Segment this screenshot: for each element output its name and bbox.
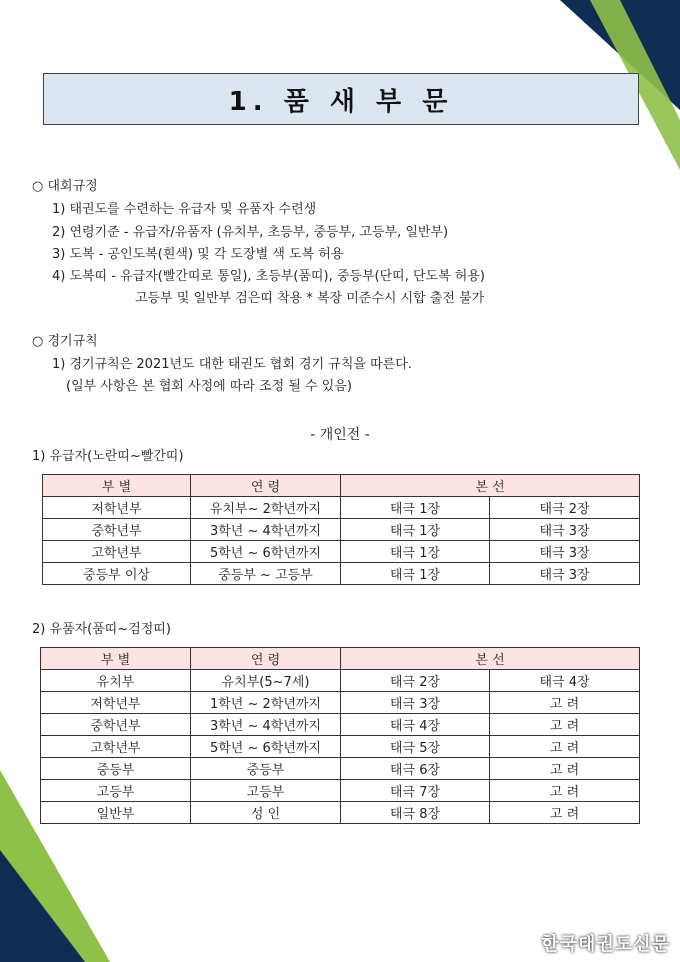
table-row — [43, 497, 640, 519]
cell: 고학년부 — [43, 541, 191, 563]
table2-caption: 2) 유품자(품띠~검정띠) — [32, 622, 171, 637]
rules-item-4-cont: 고등부 및 일반부 검은띠 착용 * 복장 미준수시 시합 출전 불가 — [135, 291, 485, 306]
cell: 태극 6장 — [341, 758, 490, 780]
table-row — [41, 758, 640, 780]
cell: 중등부 ~ 고등부 — [191, 563, 341, 585]
cell: 3학년 ~ 4학년까지 — [191, 519, 341, 541]
rules-heading: ○ 대회규정 — [32, 179, 98, 194]
cell: 고등부 — [191, 780, 341, 802]
rules-item-3: 3) 도복 - 공인도복(흰색) 및 각 도장별 색 도복 허용 — [52, 247, 344, 262]
cell: 고 려 — [490, 736, 640, 758]
cell: 고 려 — [490, 714, 640, 736]
table-row — [41, 692, 640, 714]
table-row — [41, 714, 640, 736]
table-row — [41, 736, 640, 758]
header-age: 연 령 — [191, 475, 341, 497]
table-row — [41, 802, 640, 824]
rules-item-4: 4) 도복띠 - 유급자(빨간띠로 통일), 초등부(품띠), 중등부(단띠, 단도복 허용) — [52, 269, 485, 284]
cell: 태극 1장 — [341, 541, 490, 563]
cell: 고 려 — [490, 758, 640, 780]
cell: 태극 1장 — [341, 519, 490, 541]
table-row — [41, 670, 640, 692]
cell: 중등부 이상 — [43, 563, 191, 585]
competition-heading: ○ 경기규칙 — [32, 334, 98, 349]
cell: 고 려 — [490, 802, 640, 824]
title-box — [43, 73, 639, 125]
cell: 일반부 — [41, 802, 191, 824]
cell: 중등부 — [41, 758, 191, 780]
competition-item-1: 1) 경기규칙은 2021년도 대한 태권도 협회 경기 규칙을 따른다. — [52, 357, 412, 372]
cell: 1학년 ~ 2학년까지 — [191, 692, 341, 714]
table2 — [40, 647, 640, 824]
table-row — [43, 563, 640, 585]
cell: 태극 8장 — [341, 802, 490, 824]
cell: 태극 4장 — [490, 670, 640, 692]
section-title: - 개인전 - — [310, 427, 370, 443]
cell: 성 인 — [191, 802, 341, 824]
cell: 태극 3장 — [490, 519, 640, 541]
cell: 태극 2장 — [341, 670, 490, 692]
cell: 저학년부 — [43, 497, 191, 519]
cell: 태극 7장 — [341, 780, 490, 802]
table-row — [43, 541, 640, 563]
cell: 중학년부 — [43, 519, 191, 541]
table1 — [42, 474, 640, 585]
table1-caption: 1) 유급자(노란띠~빨간띠) — [32, 449, 184, 464]
cell: 중학년부 — [41, 714, 191, 736]
header-main: 본 선 — [341, 648, 640, 670]
cell: 유치부~ 2학년까지 — [191, 497, 341, 519]
cell: 태극 3장 — [490, 563, 640, 585]
header-age: 연 령 — [191, 648, 341, 670]
cell: 태극 1장 — [341, 563, 490, 585]
watermark: 한국태권도신문 — [541, 934, 670, 955]
cell: 태극 3장 — [490, 541, 640, 563]
table-row — [41, 780, 640, 802]
rules-item-2: 2) 연령기준 - 유급자/유품자 (유치부, 초등부, 중등부, 고등부, 일반부) — [52, 225, 449, 240]
table-header-row — [41, 648, 640, 670]
header-main: 본 선 — [341, 475, 640, 497]
cell: 태극 3장 — [341, 692, 490, 714]
cell: 태극 4장 — [341, 714, 490, 736]
header-division: 부 별 — [41, 648, 191, 670]
cell: 유치부(5~7세) — [191, 670, 341, 692]
page-title: 1. 품 새 부 문 — [228, 86, 454, 117]
cell: 태극 2장 — [490, 497, 640, 519]
cell: 고 려 — [490, 780, 640, 802]
competition-item-note: (일부 사항은 본 협회 사정에 따라 조정 될 수 있음) — [66, 379, 352, 394]
table-header-row — [43, 475, 640, 497]
cell: 5학년 ~ 6학년까지 — [191, 736, 341, 758]
cell: 3학년 ~ 4학년까지 — [191, 714, 341, 736]
cell: 고등부 — [41, 780, 191, 802]
cell: 유치부 — [41, 670, 191, 692]
cell: 중등부 — [191, 758, 341, 780]
rules-item-1: 1) 태권도를 수련하는 유급자 및 유품자 수련생 — [52, 202, 317, 217]
table-row — [43, 519, 640, 541]
cell: 저학년부 — [41, 692, 191, 714]
header-division: 부 별 — [43, 475, 191, 497]
cell: 태극 5장 — [341, 736, 490, 758]
cell: 5학년 ~ 6학년까지 — [191, 541, 341, 563]
cell: 태극 1장 — [341, 497, 490, 519]
cell: 고학년부 — [41, 736, 191, 758]
cell: 고 려 — [490, 692, 640, 714]
